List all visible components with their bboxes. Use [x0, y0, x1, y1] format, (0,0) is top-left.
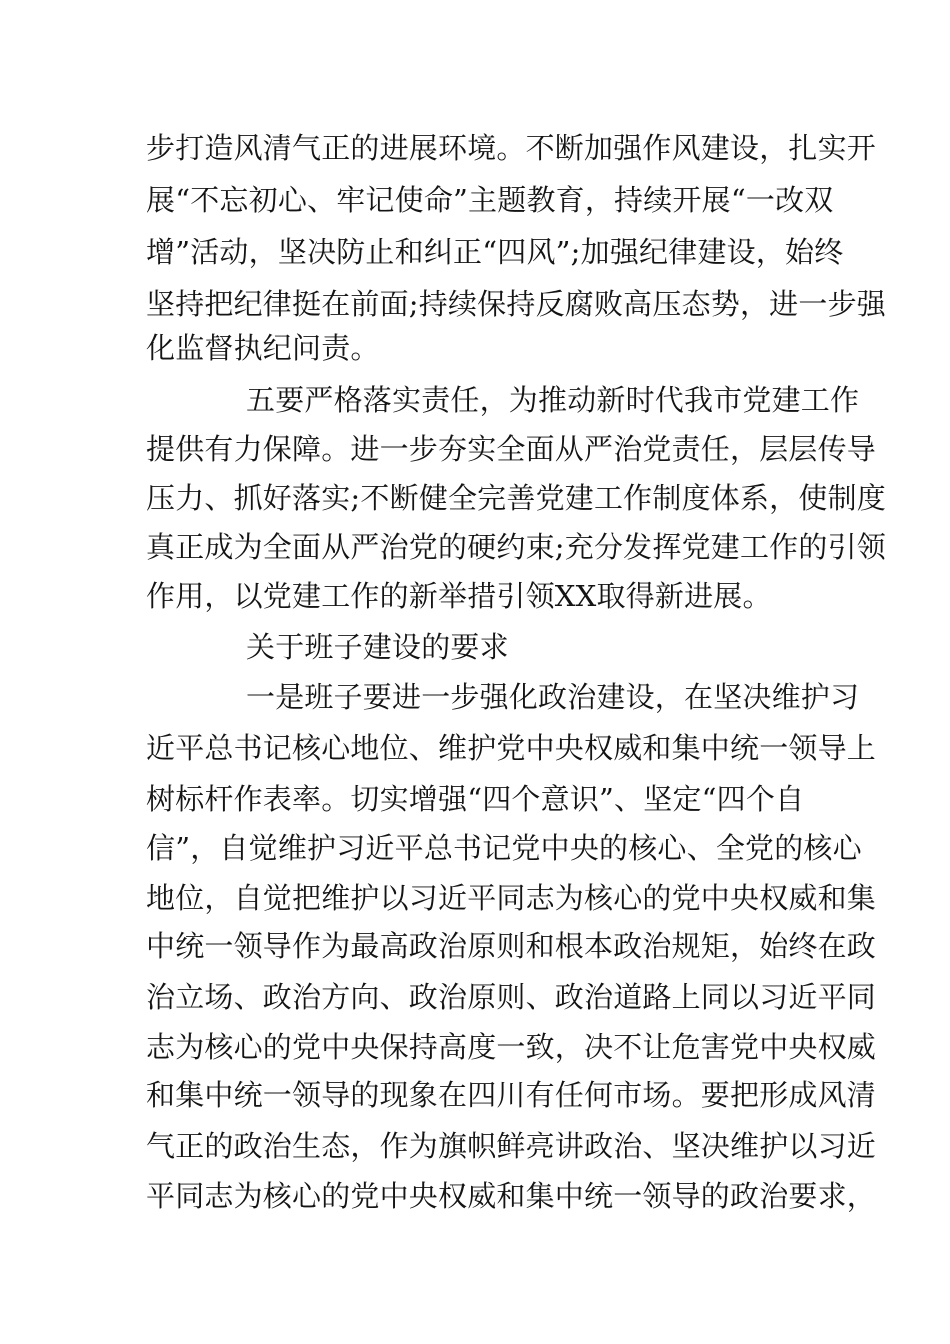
text-line: 提供有力保障。进一步夯实全面从严治党责任，层层传导	[146, 432, 877, 466]
text-line: 气正的政治生态，作为旗帜鲜亮讲政治、坚决维护以习近	[146, 1129, 877, 1163]
text-line: 和集中统一领导的现象在四川有任何市场。要把形成风清	[146, 1078, 877, 1112]
section-heading: 关于班子建设的要求	[246, 630, 509, 664]
text-line: 真正成为全面从严治党的硬约束;充分发挥党建工作的引领	[146, 530, 886, 564]
text-line: 展“不忘初心、牢记使命”主题教育，持续开展“一改双	[146, 183, 834, 217]
text-line: 中统一领导作为最高政治原则和根本政治规矩，始终在政	[146, 929, 877, 963]
text-line: 平同志为核心的党中央权威和集中统一领导的政治要求，	[146, 1179, 877, 1213]
text-line: 步打造风清气正的进展环境。不断加强作风建设，扎实开	[146, 131, 877, 165]
text-line: 治立场、政治方向、政治原则、政治道路上同以习近平同	[146, 980, 877, 1014]
text-line: 作用，以党建工作的新举措引领XX取得新进展。	[146, 579, 772, 613]
text-line: 近平总书记核心地位、维护党中央权威和集中统一领导上	[146, 731, 877, 765]
paragraph-first-line: 一是班子要进一步强化政治建设，在坚决维护习	[246, 680, 860, 714]
paragraph-first-line: 五要严格落实责任，为推动新时代我市党建工作	[246, 383, 860, 417]
text-line: 增”活动，坚决防止和纠正“四风”;加强纪律建设，始终	[146, 235, 844, 269]
text-line: 地位，自觉把维护以习近平同志为核心的党中央权威和集	[146, 881, 877, 915]
text-line: 坚持把纪律挺在前面;持续保持反腐败高压态势，进一步强	[146, 287, 886, 321]
text-line: 信”，自觉维护习近平总书记党中央的核心、全党的核心	[146, 831, 862, 865]
text-line: 化监督执纪问责。	[146, 331, 380, 365]
text-line: 树标杆作表率。切实增强“四个意识”、坚定“四个自	[146, 782, 805, 816]
text-line: 压力、抓好落实;不断健全完善党建工作制度体系，使制度	[146, 481, 886, 515]
text-line: 志为核心的党中央保持高度一致，决不让危害党中央权威	[146, 1030, 877, 1064]
